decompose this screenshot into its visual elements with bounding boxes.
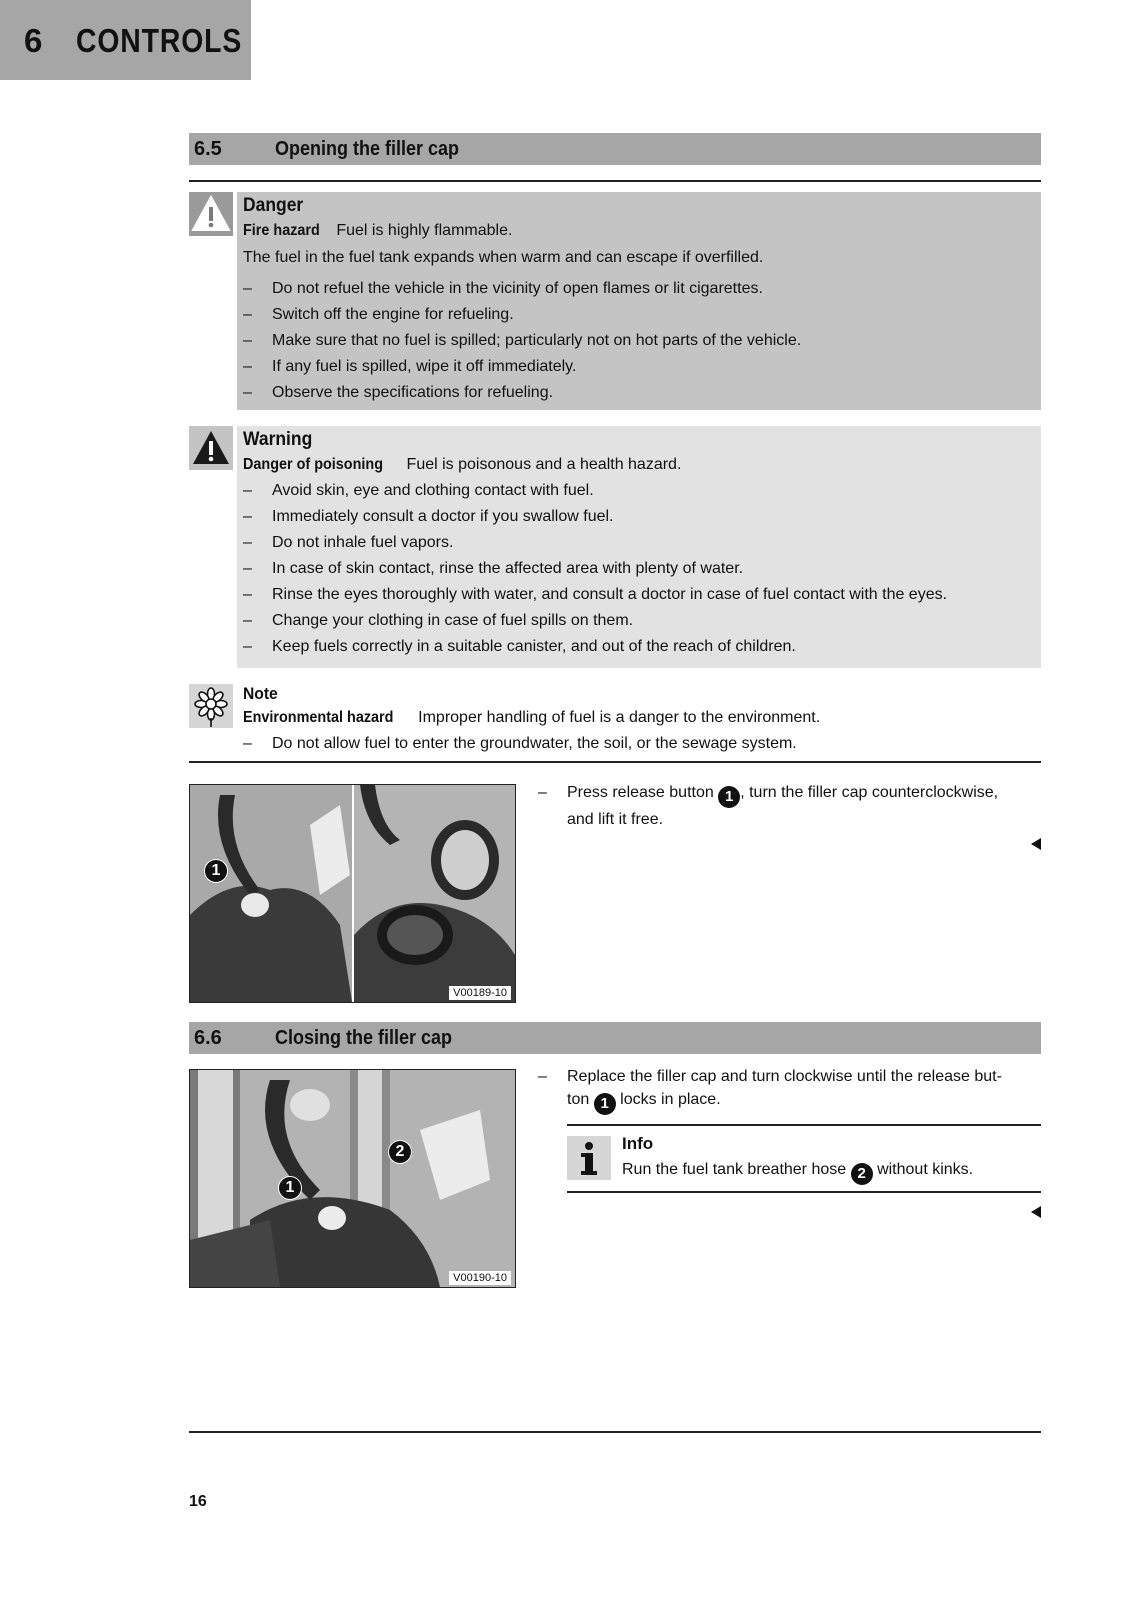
bullet-dash: –	[243, 384, 252, 401]
bullet-dash: –	[243, 638, 252, 655]
callout-1: 1	[718, 786, 740, 808]
warning-title: Warning	[243, 429, 313, 450]
end-marker-icon	[1031, 1206, 1041, 1218]
list-item: Change your clothing in case of fuel spills on them.	[272, 612, 634, 629]
bullet-dash: –	[243, 482, 252, 499]
bullet-dash: –	[243, 735, 252, 752]
step-dash: –	[538, 1068, 547, 1085]
list-item: In case of skin contact, rinse the affected area with plenty of water.	[272, 560, 744, 577]
callout-1: 1	[204, 859, 228, 883]
list-item: Make sure that no fuel is spilled; particularly not on hot parts of the vehicle.	[272, 332, 802, 349]
divider	[189, 180, 1041, 182]
list-item: Switch off the engine for refueling.	[272, 306, 514, 323]
list-item: Observe the specifications for refueling.	[272, 384, 554, 401]
section-number: 6.5	[194, 138, 222, 160]
filler-cap-closed-photo	[189, 1069, 516, 1288]
hazard-text: Fuel is poisonous and a health hazard.	[406, 456, 682, 473]
warning-hazard-line	[243, 456, 681, 474]
step-instruction	[567, 781, 1041, 831]
hazard-text: Improper handling of fuel is a danger to the environment.	[418, 709, 821, 726]
list-item: Do not allow fuel to enter the groundwater, the soil, or the sewage system.	[272, 735, 797, 752]
step-line2-after: locks in place.	[620, 1091, 721, 1108]
chapter-header	[0, 0, 251, 80]
list-item: Immediately consult a doctor if you swallow fuel.	[272, 508, 614, 525]
bullet-dash: –	[243, 508, 252, 525]
warning-box	[237, 426, 1041, 668]
bullet-dash: –	[243, 358, 252, 375]
step-text-line2: and lift it free.	[567, 810, 664, 828]
step-line1: Replace the filler cap and turn clockwise until the release but-	[567, 1068, 1002, 1085]
note-hazard-line	[243, 709, 820, 727]
page-number: 16	[189, 1493, 207, 1510]
end-marker-icon	[1031, 838, 1041, 850]
step-text-before: Press release button	[567, 784, 714, 801]
chapter-title: CONTROLS	[76, 22, 243, 59]
flower-icon	[189, 684, 233, 728]
bullet-dash: –	[243, 612, 252, 629]
hazard-label: Fire hazard	[243, 222, 320, 239]
section-number: 6.6	[194, 1027, 222, 1049]
bullet-dash: –	[243, 534, 252, 551]
footer-divider	[189, 1431, 1041, 1433]
info-bottom-rule	[567, 1191, 1041, 1193]
list-item: Do not inhale fuel vapors.	[272, 534, 454, 551]
step-dash: –	[538, 784, 547, 801]
step-line2-before: ton	[567, 1091, 590, 1108]
bullet-dash: –	[243, 332, 252, 349]
list-item: Do not refuel the vehicle in the vicinity of open flames or lit cigarettes.	[272, 280, 763, 297]
bullet-dash: –	[243, 586, 252, 603]
info-icon	[567, 1136, 611, 1180]
info-top-rule	[567, 1124, 1041, 1126]
danger-text: The fuel in the fuel tank expands when warm and can escape if overfilled.	[243, 249, 764, 266]
callout-2: 2	[851, 1163, 873, 1185]
danger-box	[237, 192, 1041, 410]
hazard-label: Danger of poisoning	[243, 456, 383, 473]
callout-1: 1	[278, 1176, 302, 1200]
bullet-dash: –	[243, 560, 252, 577]
info-text-before: Run the fuel tank breather hose	[622, 1161, 847, 1178]
info-text-after: without kinks.	[877, 1161, 974, 1178]
list-item: Avoid skin, eye and clothing contact with fuel.	[272, 482, 594, 499]
bullet-dash: –	[243, 306, 252, 323]
hazard-label: Environmental hazard	[243, 709, 394, 726]
section-header-6-6	[189, 1022, 1041, 1054]
list-item: Rinse the eyes thoroughly with water, and consult a doctor in case of fuel contact with the eyes.	[272, 586, 948, 603]
callout-1: 1	[594, 1093, 616, 1115]
info-text	[622, 1161, 973, 1185]
note-box	[237, 684, 1041, 754]
image-label: V00189-10	[449, 986, 511, 1000]
danger-hazard-line	[243, 222, 512, 240]
danger-icon	[189, 192, 233, 236]
danger-title: Danger	[243, 195, 304, 216]
info-title: Info	[622, 1134, 654, 1153]
note-title: Note	[243, 684, 278, 703]
filler-cap-photo	[189, 784, 516, 1003]
list-item: Keep fuels correctly in a suitable canister, and out of the reach of children.	[272, 638, 796, 655]
list-item: If any fuel is spilled, wipe it off immediately.	[272, 358, 577, 375]
callout-2: 2	[388, 1140, 412, 1164]
section-header-6-5	[189, 133, 1041, 165]
warning-icon	[189, 426, 233, 470]
chapter-number: 6	[24, 22, 44, 59]
step-instruction	[567, 1065, 1041, 1115]
section-title: Closing the filler cap	[275, 1027, 453, 1049]
divider	[189, 761, 1041, 763]
hazard-text: Fuel is highly flammable.	[336, 222, 513, 239]
bullet-dash: –	[243, 280, 252, 297]
step-text-after: , turn the filler cap counterclockwise,	[740, 784, 999, 801]
section-title: Opening the filler cap	[275, 138, 460, 160]
image-label: V00190-10	[449, 1271, 511, 1285]
